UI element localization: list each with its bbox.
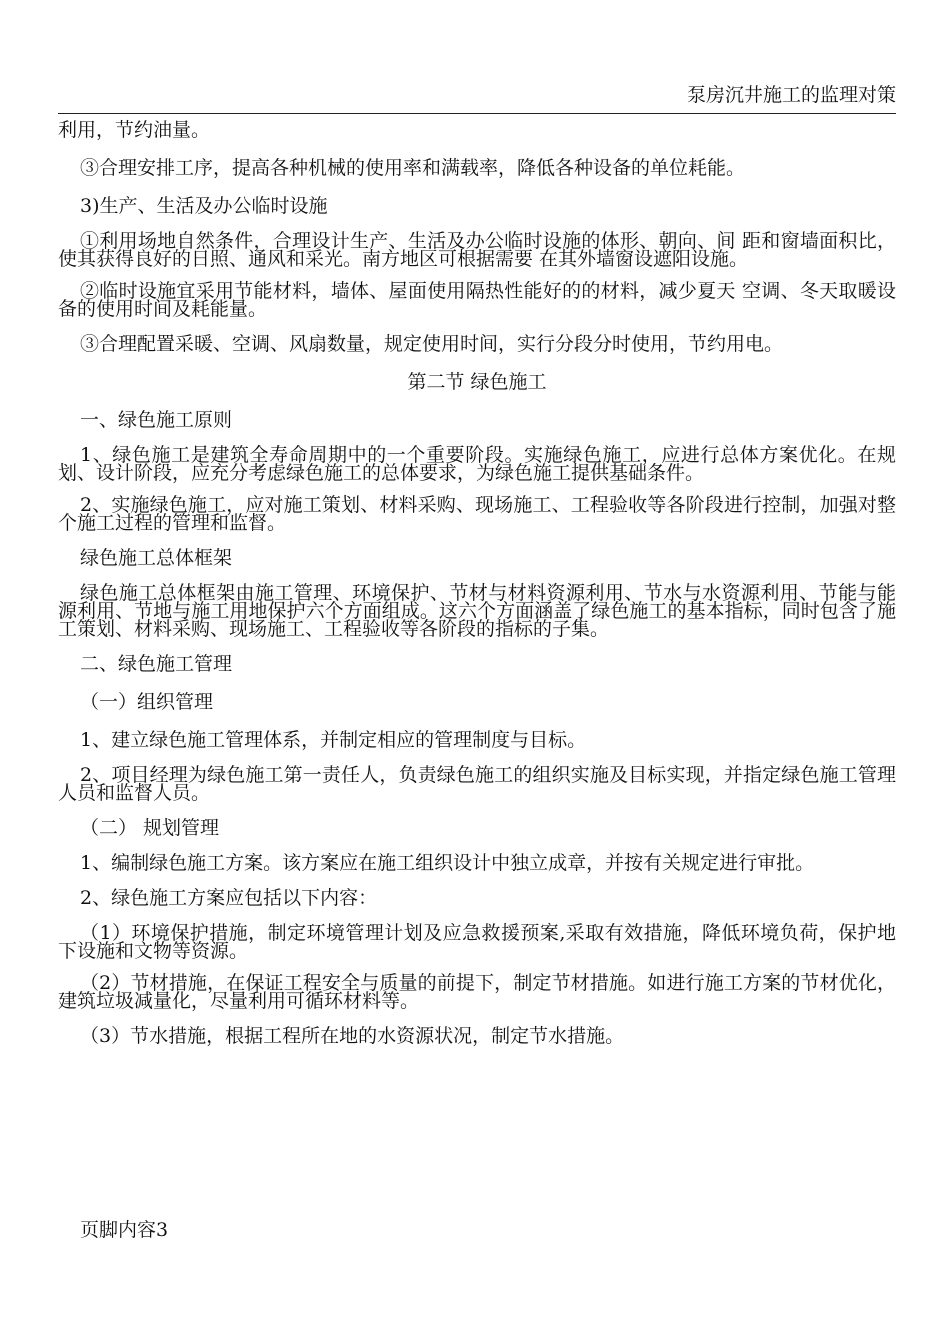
section-title: 第二节 绿色施工 xyxy=(407,371,547,393)
paragraph-natural-conditions: ①利用场地自然条件，合理设计生产、生活及办公临时设施的体形、朝向、间 距和窗墙面积比，使其获得良好的日照、通风和采光。南方地区可根据需要 在其外墙窗设遮阳设施。 xyxy=(58,230,896,270)
paragraph-energy-materials: ②临时设施宜采用节能材料，墙体、屋面使用隔热性能好的的材料，减少夏天 空调、冬天取暖设备的使用时间及耗能量。 xyxy=(58,280,896,320)
subheading-organization: （一）组织管理 xyxy=(80,691,214,713)
paragraph-continuation: 利用，节约油量。 xyxy=(58,119,211,141)
document-body xyxy=(58,118,896,1062)
paragraph-org-1: 1、建立绿色施工管理体系，并制定相应的管理制度与目标。 xyxy=(80,729,587,751)
page-header: 泵房沉井施工的监理对策 xyxy=(58,80,896,114)
page-footer: 页脚内容3 xyxy=(80,1219,169,1241)
heading-green-principles: 一、绿色施工原则 xyxy=(80,409,233,431)
paragraph-heating-config: ③合理配置采暖、空调、风扇数量，规定使用时间，实行分段分时使用，节约用电。 xyxy=(80,333,784,355)
paragraph-env-protection: （1）环境保护措施，制定环境管理计划及应急救援预案,采取有效措施，降低环境负荷，保护地下设施和文物等资源。 xyxy=(58,922,896,962)
paragraph-principle-2: 2、实施绿色施工，应对施工策划、材料采购、现场施工、工程验收等各阶段进行控制，加强对整个施工过程的管理和监督。 xyxy=(58,494,896,534)
heading-framework: 绿色施工总体框架 xyxy=(80,547,233,569)
paragraph-machinery: ③合理安排工序，提高各种机械的使用率和满载率，降低各种设备的单位耗能。 xyxy=(80,157,746,179)
paragraph-org-2: 2、项目经理为绿色施工第一责任人，负责绿色施工的组织实施及目标实现，并指定绿色施工管理人员和监督人员。 xyxy=(58,764,896,804)
paragraph-framework: 绿色施工总体框架由施工管理、环境保护、节材与材料资源利用、节水与水资源利用、节能与能源利用、节地与施工用地保护六个方面组成。这六个方面涵盖了绿色施工的基本指标，同时包含了施工策划、材料采购、现场施工、工程验收等各阶段的指标的子集。 xyxy=(58,582,896,640)
paragraph-water-saving: （3）节水措施，根据工程所在地的水资源状况，制定节水措施。 xyxy=(80,1025,625,1047)
paragraph-principle-1: 1、绿色施工是建筑全寿命周期中的一个重要阶段。实施绿色施工，应进行总体方案优化。在规划、设计阶段，应充分考虑绿色施工的总体要求，为绿色施工提供基础条件。 xyxy=(58,444,896,484)
paragraph-plan-2: 2、绿色施工方案应包括以下内容： xyxy=(80,887,378,909)
subheading-temporary-facilities: 3)生产、生活及办公临时设施 xyxy=(80,195,328,217)
subheading-planning: （二） 规划管理 xyxy=(80,817,220,839)
heading-green-management: 二、绿色施工管理 xyxy=(80,653,233,675)
paragraph-plan-1: 1、编制绿色施工方案。该方案应在施工组织设计中独立成章，并按有关规定进行审批。 xyxy=(80,852,815,874)
paragraph-material-saving: （2）节材措施，在保证工程安全与质量的前提下，制定节材措施。如进行施工方案的节材优化，建筑垃圾减量化，尽量利用可循环材料等。 xyxy=(58,972,896,1012)
